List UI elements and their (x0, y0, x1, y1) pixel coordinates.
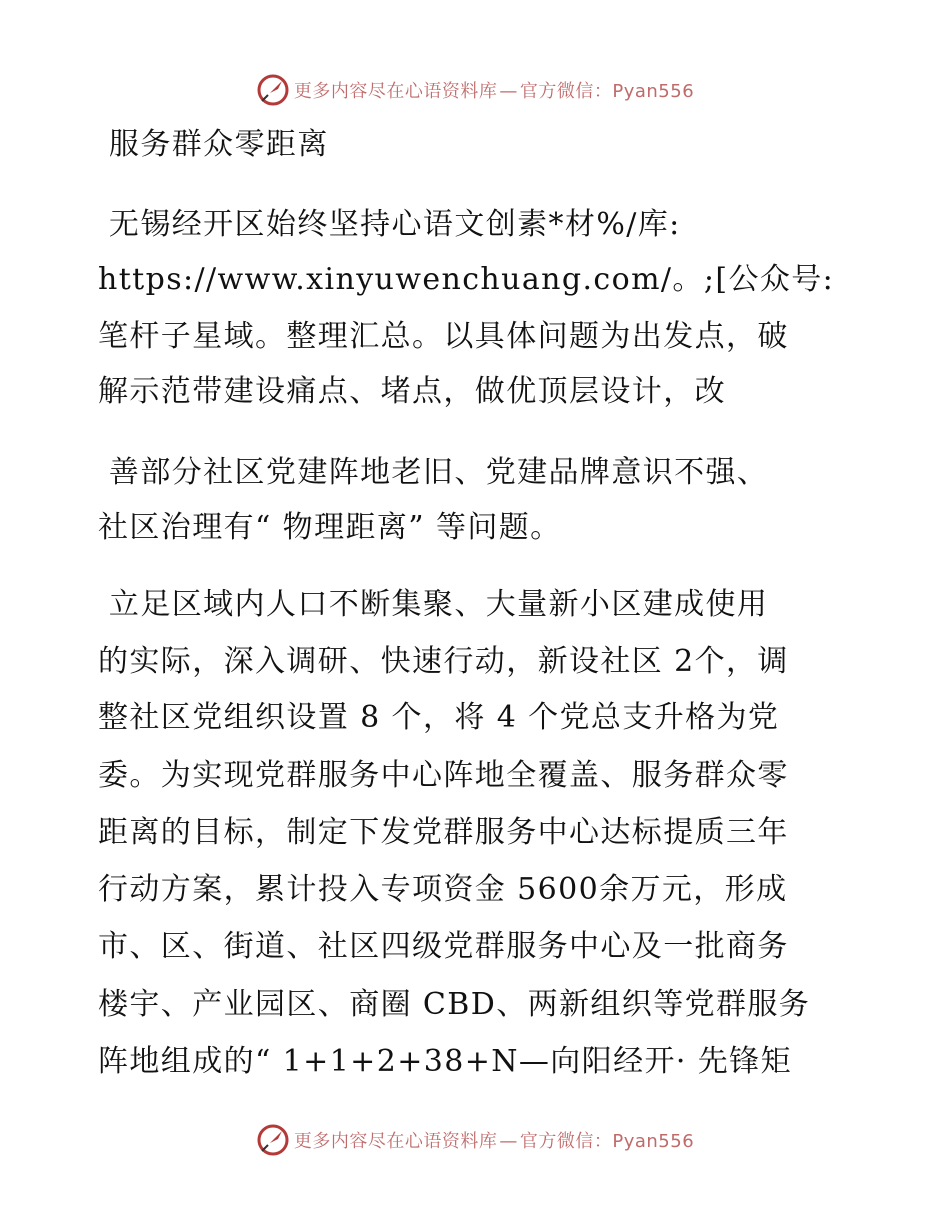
paragraph-line: 行动方案，累计投入专项资金 5600余万元，形成 (98, 872, 788, 907)
paragraph-line: 无锡经开区始终坚持心语文创素*材%/库: (98, 207, 681, 242)
paragraph-line: 整社区党组织设置 8 个，将 4 个党总支升格为党 (98, 700, 780, 735)
quill-logo-icon (256, 73, 290, 107)
paragraph-line: 善部分社区党建阵地老旧、党建品牌意识不强、 (98, 455, 769, 490)
heading-title: 服务群众零距离 (98, 127, 329, 162)
paragraph-line: 解示范带建设痛点、堵点，做优顶层设计，改 (98, 374, 726, 409)
paragraph-line: 阵地组成的“ 1+1+2+38+N—向阳经开· 先锋矩 (98, 1044, 792, 1079)
paragraph-line: 市、区、街道、社区四级党群服务中心及一批商务 (98, 929, 789, 964)
paragraph-line: 的实际，深入调研、快速行动，新设社区 2个，调 (98, 644, 789, 679)
quill-logo-icon (256, 1123, 290, 1157)
paragraph-line: 距离的目标，制定下发党群服务中心达标提质三年 (98, 815, 789, 850)
footer-banner (0, 1120, 950, 1160)
banner-text: 更多内容尽在心语资料库 — 官方微信：Pyan556 (293, 81, 695, 102)
paragraph-line: 笔杆子星域。整理汇总。以具体问题为出发点，破 (98, 319, 789, 354)
header-banner (0, 70, 950, 110)
paragraph-line: 楼宇、产业园区、商圈 CBD、两新组织等党群服务 (98, 987, 811, 1022)
paragraph-line: 委。为实现党群服务中心阵地全覆盖、服务群众零 (98, 758, 789, 793)
paragraph-line: 社区治理有“ 物理距离” 等问题。 (98, 510, 562, 545)
paragraph-line: https://www.xinyuwenchuang.com/。;[公众号: (98, 262, 835, 297)
paragraph-line: 立足区域内人口不断集聚、大量新小区建成使用 (98, 587, 769, 622)
banner-text: 更多内容尽在心语资料库 — 官方微信：Pyan556 (293, 1131, 695, 1152)
